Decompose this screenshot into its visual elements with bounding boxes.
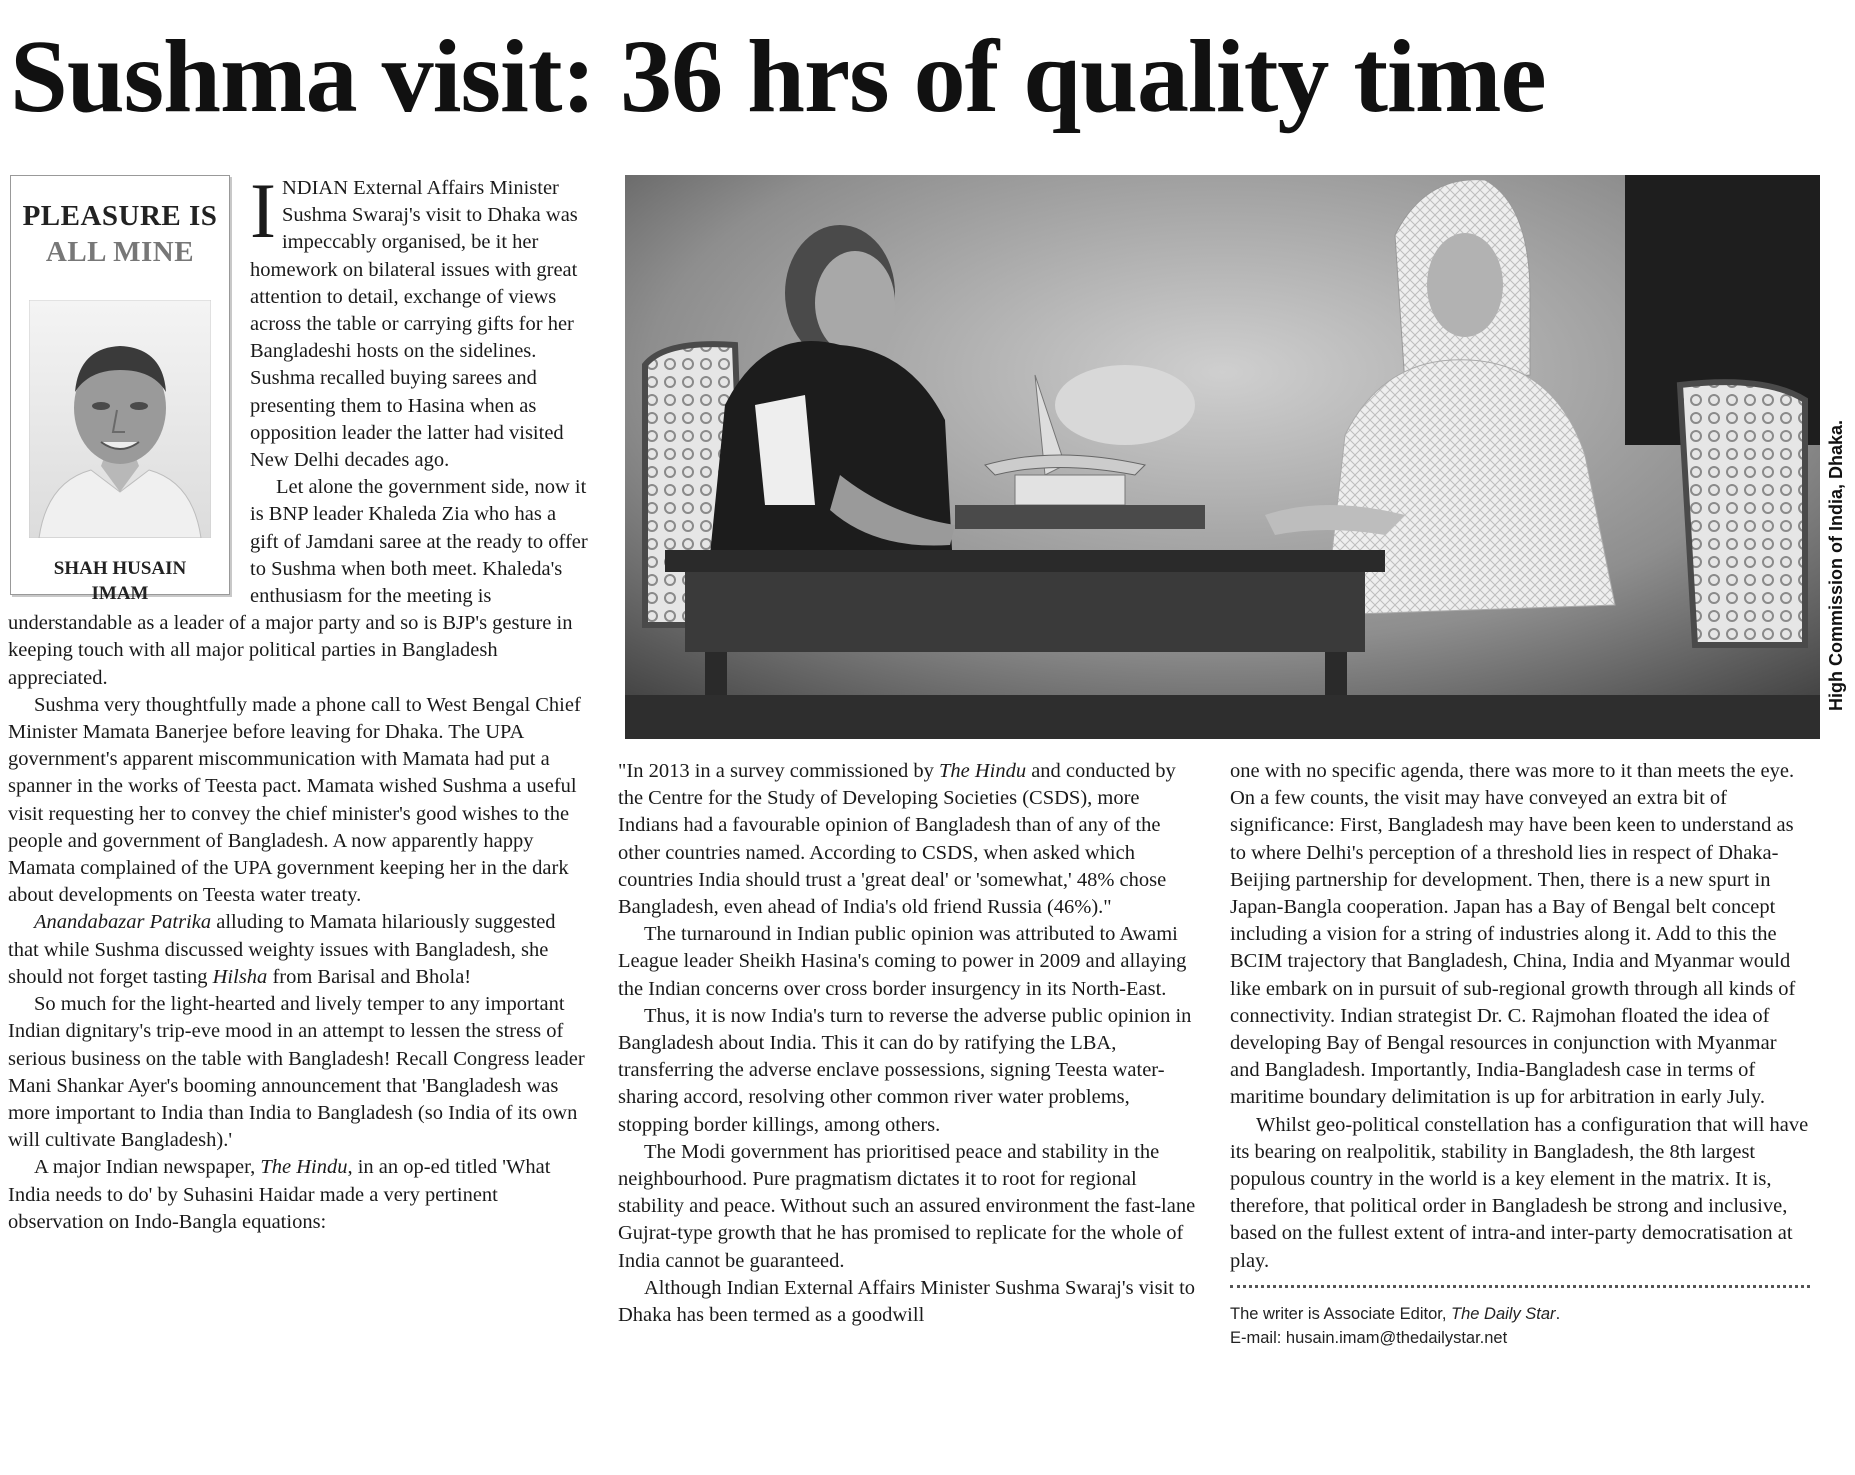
article-column-3 [1230,758,1810,1350]
writer-paper: The Daily Star [1451,1304,1556,1323]
paragraph-10-continued: one with no specific agenda, there was more to it than meets the eye. On a few counts, the visit may have conveyed an extra bit of significance: First, Bangladesh may have been keen to understand as to where Delhi's perception of a threshold lies in respect of Dhaka-Beijing partnership for development. Then, there is a new spurt in Japan-Bangla cooperation. Japan has a Bay of Bengal belt concept including a vision for a string of industries along it. Add to this the BCIM trajectory that Bangladesh, China, India and Myanmar would like embark on in pursuit of sub-regional growth through all kinds of connectivity. Indian strategist Dr. C. Rajmohan floated the idea of developing Bay of Bengal resources in conjunction with Myanmar and Bangladesh. Importantly, India-Bangladesh case in terms of maritime boundary delimitation is up for arbitration in early July. [1230,760,1796,1109]
column-name-line2: ALL MINE [45,236,195,268]
quote-paragraph [618,758,1200,921]
drop-cap: I [250,167,276,254]
headline: Sushma visit: 36 hrs of quality time [10,19,1546,134]
quote-italic: The Hindu [938,760,1027,782]
article-column-1 [8,167,588,1236]
paragraph-6 [8,1154,588,1236]
paragraph-4-mid: alluding to Mamata hilariously suggested that while Sushma discussed weighty issues with Bangladesh, she should not forget tasting [8,911,556,988]
paragraph-9: The Modi government has prioritised peace and stability in the neighbourhood. Pure pragmatism dictates it to root for regional stability and peace. Without such an assured environment the fast-lane Gujrat-type growth that he has promised to replicate for the whole of India cannot be guaranteed. [618,1140,1196,1272]
column-name-line1: PLEASURE IS [22,200,218,232]
paragraph-6-italic: The Hindu [260,1156,348,1179]
writer-email: E-mail: husain.imam@thedailystar.net [1230,1328,1508,1347]
paragraph-11: Whilst geo-political constellation has a configuration that will have its bearing on realpolitik, stability in Bangladesh, the 8th largest populous country in the world is a key element in the matrix. It is, therefore, that political order in Bangladesh be strong and inclusive, based on the fullest extent of intra-and inter-party democratisation at play. [1230,1113,1809,1272]
paragraph-4-italic-1: Anandabazar Patrika [34,911,212,934]
paragraph-6-end: , in an op-ed titled 'What India needs to do' by Suhasini Haidar made a very pertinent observation on Indo-Bangla equations: [8,1156,551,1233]
dotted-rule [1230,1285,1810,1288]
news-photo [625,175,1820,739]
article-column-2 [618,758,1200,1329]
paragraph-7: The turnaround in Indian public opinion was attributed to Awami League leader Sheikh Hasina's coming to power in 2009 and allaying the Indian concerns over cross border insurgency in its North-East. [618,923,1187,1000]
paragraph-3: Sushma very thoughtfully made a phone call to West Bengal Chief Minister Mamata Banerjee before leaving for Dhaka. The UPA government's apparent miscommunication with Mamata had put a spanner in the works of Teesta pact. Mamata wished Sushma a useful visit requesting her to convey the chief minister's good wishes to the people and government of Bangladesh. A now apparently happy Mamata complained of the UPA government keeping her in the dark about developments on Teesta water treaty. [8,693,581,907]
quote-start: "In 2013 in a survey commissioned by [618,760,939,782]
paragraph-1-text: NDIAN External Affairs Minister Sushma Swaraj's visit to Dhaka was impeccably organised, be it her homework on bilateral issues with great attention to detail, exchange of views across the table or carrying gifts for her Bangladeshi hosts on the sidelines. Sushma recalled buying sarees and presenting them to Hasina when as opposition leader the latter had visited New Delhi decades ago. [250,177,578,472]
writer-note [1230,1302,1810,1326]
writer-note-end: . [1555,1304,1561,1323]
author-name-line1: SHAH HUSAIN [53,558,187,579]
paragraph-5: So much for the light-hearted and lively temper to any important Indian dignitary's trip-eve mood in an attempt to lessen the stress of serious business on the table with Bangladesh! Recall Congress leader Mani Shankar Ayer's booming announcement that 'Bangladesh was more important to India than India to Bangladesh (so India of its own will cultivate Bangladesh).' [8,993,585,1152]
columnist-box [10,175,230,604]
paragraph-6-start: A major Indian newspaper, [34,1156,261,1179]
paragraph-4 [8,909,588,991]
quote-end: and conducted by the Centre for the Study of Developing Societies (CSDS), more Indians had a favourable opinion of Bangladesh than of any of the other countries named. According to CSDS, when asked which countries India should trust a 'great deal' or 'somewhat,' 48% chose Bangladesh, even ahead of India's old friend Russia (46%)." [618,760,1176,919]
author-name-line2: IMAM [91,583,149,604]
photo-credit: High Commission of India, Dhaka. [1826,419,1847,711]
paragraph-4-end: from Barisal and Bhola! [267,965,472,988]
paragraph-8: Thus, it is now India's turn to reverse the adverse public opinion in Bangladesh about India. This it can do by ratifying the LBA, transferring the adverse enclave possessions, signing Teesta water-sharing accord, resolving other common river water problems, stopping border killings, among others. [618,1004,1192,1136]
author-portrait [29,300,211,538]
paragraph-10: Although Indian External Affairs Minister Sushma Swaraj's visit to Dhaka has been termed as a goodwill [618,1276,1196,1327]
paragraph-4-italic-2: Hilsha [212,965,268,988]
writer-note-start: The writer is Associate Editor, [1230,1304,1452,1323]
paragraph-2: Let alone the government side, now it is BNP leader Khaleda Zia who has a gift of Jamdani saree at the ready to offer to Sushma when both meet. Khaleda's enthusiasm for the meeting is understandable as a leader of a major party and so is BJP's gesture in keeping touch with all major political parties in Bangladesh appreciated. [8,476,588,689]
